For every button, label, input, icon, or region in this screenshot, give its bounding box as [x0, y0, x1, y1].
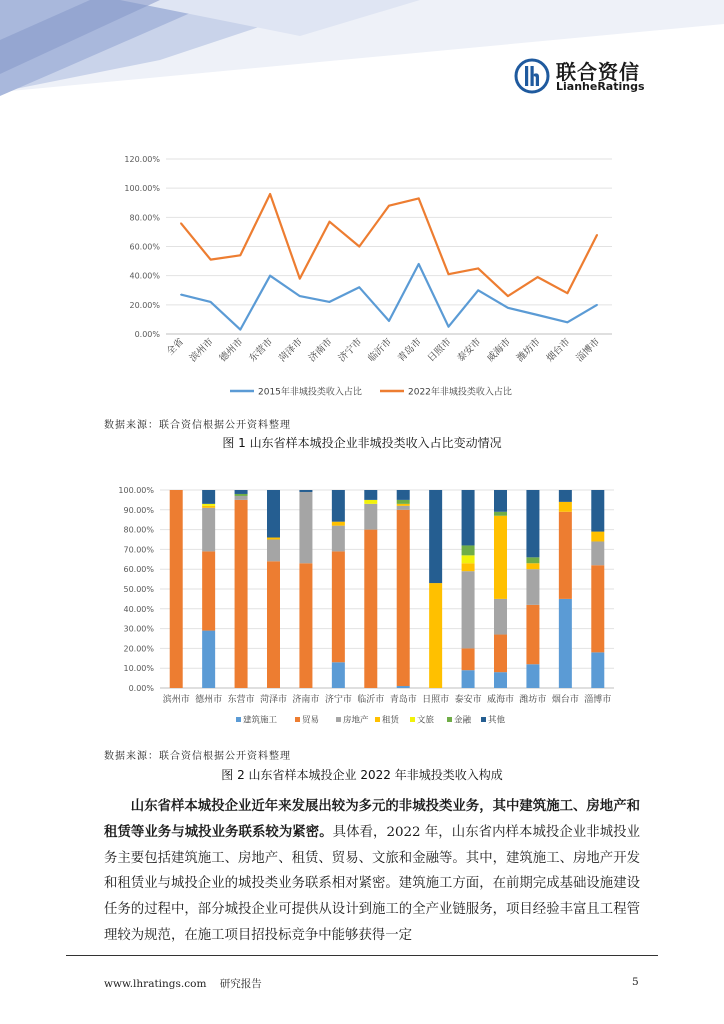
y-tick-label: 80.00% — [129, 213, 160, 223]
y-tick-label: 100.00% — [118, 486, 154, 495]
x-tick-label: 东营市 — [247, 336, 276, 365]
bar-segment — [591, 532, 604, 542]
bar-segment — [462, 670, 475, 688]
data-point — [537, 276, 539, 278]
y-tick-label: 20.00% — [123, 644, 154, 654]
legend-label: 房地产 — [343, 715, 369, 726]
bar-segment — [202, 551, 215, 630]
bar-segment — [267, 538, 280, 540]
y-tick-label: 90.00% — [123, 505, 154, 515]
bar-segment — [397, 506, 410, 510]
legend-label: 建筑施工 — [243, 715, 278, 726]
paragraph-text: 具体看，2022 年，山东省内样本城投企业非城投业务主要包括建筑施工、房地产、租赁、贸易、文旅和金融等。其中，建筑施工、房地产开发和租赁业与城投企业的城投类业务联系相对紧密。建筑施工方面，在前期完成基础设施建设任务的过程中，部分城投企业可提供从设计到施工的全产业链服务，项目经验丰富且工程管理较为规范，在施工项目招投标竞争中能够获得一定 — [104, 824, 640, 943]
legend-label: 2022年非城投类收入占比 — [408, 387, 512, 398]
x-tick-label: 烟台市 — [544, 336, 573, 365]
bar-segment — [364, 530, 377, 688]
x-tick-label: 济南市 — [306, 336, 335, 365]
footer-divider — [66, 955, 658, 956]
y-tick-label: 120.00% — [124, 155, 160, 164]
legend-label: 租赁 — [382, 715, 400, 726]
bar-segment — [235, 500, 248, 688]
data-point — [507, 295, 509, 297]
bar-segment — [462, 490, 475, 545]
bar-segment — [494, 599, 507, 635]
x-tick-label: 济宁市 — [336, 336, 365, 365]
x-tick-label: 济宁市 — [324, 695, 352, 705]
stacked-bar-chart — [0, 478, 724, 738]
legend-swatch — [236, 717, 241, 722]
bar-segment — [170, 490, 183, 688]
data-point — [507, 307, 509, 309]
bar-segment — [559, 502, 572, 512]
legend-label: 金融 — [454, 715, 472, 726]
bar-segment — [267, 540, 280, 562]
series-line-1 — [181, 264, 597, 330]
data-point — [240, 329, 242, 331]
series-line-2 — [181, 194, 597, 296]
data-point — [210, 301, 212, 303]
bar-segment — [267, 490, 280, 538]
bar-segment — [202, 490, 215, 504]
data-point — [388, 320, 390, 322]
bar-segment — [397, 686, 410, 688]
y-tick-label: 0.00% — [134, 330, 160, 339]
bar-segment — [494, 512, 507, 516]
legend-swatch — [375, 717, 380, 722]
data-point — [448, 273, 450, 275]
x-tick-label: 滨州市 — [187, 336, 216, 365]
bar-segment — [299, 492, 312, 563]
page-number: 5 — [632, 976, 639, 988]
x-tick-label: 青岛市 — [389, 695, 417, 705]
y-tick-label: 20.00% — [129, 300, 160, 310]
data-point — [567, 322, 569, 324]
data-point — [180, 294, 182, 296]
bar-segment — [299, 563, 312, 688]
data-point — [210, 259, 212, 261]
bar-segment — [559, 490, 572, 502]
legend-label: 文旅 — [417, 715, 435, 726]
lianhe-logo-icon — [514, 58, 550, 94]
y-tick-label: 100.00% — [124, 184, 160, 194]
data-point — [358, 246, 360, 248]
data-point — [537, 314, 539, 316]
bar-segment — [332, 551, 345, 662]
x-tick-label: 济南市 — [292, 695, 320, 705]
data-point — [329, 301, 331, 303]
data-point — [329, 221, 331, 223]
figure1-source: 数据来源：联合资信根据公开资料整理 — [104, 420, 291, 431]
x-tick-label: 滨州市 — [162, 695, 190, 705]
bar-segment — [526, 605, 539, 664]
y-tick-label: 80.00% — [123, 525, 154, 535]
data-point — [180, 222, 182, 224]
y-tick-label: 40.00% — [129, 271, 160, 281]
x-tick-label: 威海市 — [485, 336, 514, 365]
bar-segment — [494, 635, 507, 673]
x-tick-label: 东营市 — [227, 695, 255, 705]
bar-segment — [397, 504, 410, 506]
x-tick-label: 泰安市 — [455, 336, 484, 365]
bar-segment — [462, 545, 475, 555]
x-tick-label: 全省 — [164, 336, 186, 358]
figure2-caption: 图 2 山东省样本城投企业 2022 年非城投类收入构成 — [221, 768, 503, 782]
legend-swatch — [410, 717, 415, 722]
data-point — [418, 263, 420, 265]
bar-segment — [526, 563, 539, 569]
x-tick-label: 德州市 — [195, 695, 223, 705]
legend-swatch — [481, 717, 486, 722]
x-tick-label: 青岛市 — [395, 336, 424, 365]
y-tick-label: 40.00% — [123, 604, 154, 614]
bar-segment — [397, 490, 410, 500]
bar-segment — [526, 490, 539, 557]
x-tick-label: 淄博市 — [584, 695, 612, 705]
data-point — [358, 287, 360, 289]
logo-chinese-text: 联合资信 — [556, 60, 640, 84]
x-tick-label: 泰安市 — [454, 695, 482, 705]
bar-segment — [591, 565, 604, 652]
x-tick-label: 烟台市 — [551, 695, 579, 705]
bar-segment — [494, 672, 507, 688]
data-point — [388, 205, 390, 207]
bar-segment — [591, 652, 604, 688]
bar-segment — [332, 490, 345, 522]
x-tick-label: 潍坊市 — [514, 336, 543, 365]
lianhe-logo — [514, 56, 644, 96]
y-tick-label: 0.00% — [128, 684, 154, 693]
bar-segment — [235, 490, 248, 494]
figure1-caption: 图 1 山东省样本城投企业非城投类收入占比变动情况 — [222, 436, 502, 450]
y-tick-label: 70.00% — [123, 545, 154, 555]
data-point — [477, 268, 479, 270]
y-tick-label: 60.00% — [129, 242, 160, 252]
x-tick-label: 日照市 — [425, 336, 454, 365]
legend-swatch — [447, 717, 452, 722]
data-point — [418, 198, 420, 200]
bar-segment — [462, 555, 475, 563]
x-tick-label: 威海市 — [486, 695, 515, 705]
line-chart — [0, 140, 724, 410]
data-point — [596, 234, 598, 236]
y-tick-label: 60.00% — [123, 565, 154, 575]
x-tick-label: 淄博市 — [574, 336, 603, 365]
data-point — [448, 326, 450, 328]
figure2-source: 数据来源：联合资信根据公开资料整理 — [104, 751, 291, 762]
bar-segment — [526, 569, 539, 605]
legend-label: 其他 — [488, 715, 506, 726]
data-point — [269, 193, 271, 195]
bar-segment — [397, 510, 410, 686]
bar-segment — [591, 541, 604, 565]
x-tick-label: 菏泽市 — [276, 336, 305, 365]
y-tick-label: 50.00% — [123, 585, 154, 594]
x-tick-label: 潍坊市 — [519, 695, 547, 705]
bar-segment — [397, 500, 410, 504]
legend-label: 贸易 — [302, 715, 320, 726]
footer-website: www.lhratings.com 研究报告 — [104, 978, 262, 990]
bar-segment — [429, 583, 442, 688]
bar-segment — [299, 490, 312, 492]
x-tick-label: 日照市 — [422, 695, 450, 705]
bar-segment — [202, 631, 215, 688]
bar-segment — [332, 522, 345, 526]
bar-segment — [494, 490, 507, 512]
bar-segment — [364, 504, 377, 530]
x-tick-label: 临沂市 — [357, 695, 385, 705]
data-point — [596, 304, 598, 306]
bar-segment — [364, 490, 377, 500]
bar-segment — [559, 512, 572, 599]
bar-segment — [462, 563, 475, 571]
bar-segment — [235, 496, 248, 500]
data-point — [240, 254, 242, 256]
bar-segment — [267, 561, 280, 688]
data-point — [477, 289, 479, 291]
y-tick-label: 30.00% — [123, 624, 154, 634]
bar-segment — [364, 500, 377, 504]
bar-segment — [429, 490, 442, 583]
bar-segment — [559, 599, 572, 688]
logo-english-text: LianheRatings — [556, 80, 645, 93]
legend-label: 2015年非城投类收入占比 — [258, 387, 362, 398]
bar-segment — [526, 664, 539, 688]
bar-segment — [494, 516, 507, 599]
data-point — [567, 292, 569, 294]
bar-segment — [332, 526, 345, 552]
x-tick-label: 德州市 — [217, 336, 246, 365]
data-point — [299, 295, 301, 297]
y-tick-label: 10.00% — [123, 664, 154, 674]
body-paragraph — [104, 794, 640, 949]
data-point — [269, 275, 271, 277]
legend-swatch — [295, 717, 300, 722]
bar-segment — [526, 557, 539, 563]
bar-segment — [202, 504, 215, 506]
bar-segment — [462, 648, 475, 670]
x-tick-label: 临沂市 — [366, 336, 395, 365]
paragraph-bold-lead: 山东省样本城投企业近年来发展出较为多元的非城投类业务，其中建筑施工、房地产和租赁等业务与城投业务联系较为紧密。 — [104, 798, 640, 840]
bar-segment — [332, 662, 345, 688]
data-point — [299, 278, 301, 280]
x-tick-label: 菏泽市 — [259, 695, 288, 705]
bar-segment — [462, 571, 475, 648]
legend-swatch — [336, 717, 341, 722]
bar-segment — [202, 506, 215, 508]
bar-segment — [202, 508, 215, 552]
bar-segment — [235, 494, 248, 496]
bar-segment — [591, 490, 604, 532]
